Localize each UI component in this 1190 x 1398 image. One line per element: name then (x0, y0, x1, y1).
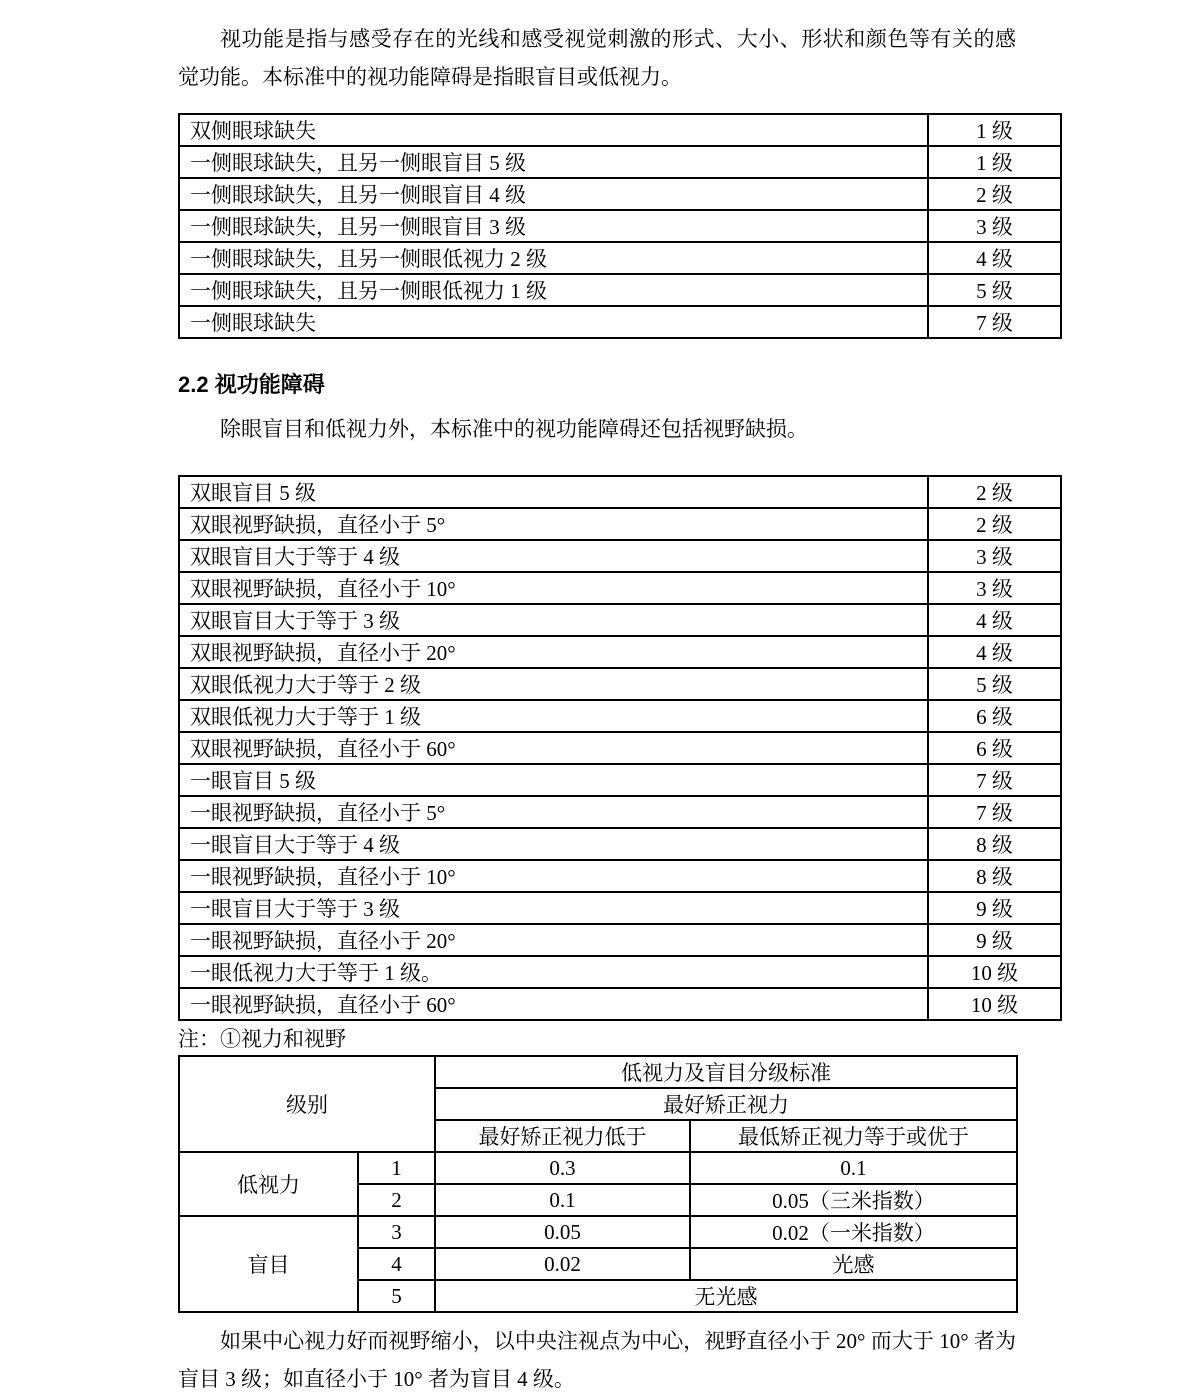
table-row (179, 828, 1061, 860)
condition-cell: 一眼盲目 5 级 (179, 764, 928, 796)
below-value-cell: 0.1 (435, 1184, 690, 1216)
table-row (179, 572, 1061, 604)
table-row (179, 178, 1061, 210)
below-value-cell: 0.05 (435, 1216, 690, 1248)
condition-cell: 一眼视野缺损，直径小于 60° (179, 988, 928, 1020)
condition-cell: 一侧眼球缺失，且另一侧眼低视力 2 级 (179, 242, 928, 274)
equal-or-better-value-cell: 0.1 (690, 1152, 1017, 1184)
below-value-cell: 0.3 (435, 1152, 690, 1184)
standard-title-cell: 低视力及盲目分级标准 (435, 1056, 1017, 1088)
table-row (179, 242, 1061, 274)
condition-cell: 双眼视野缺损，直径小于 60° (179, 732, 928, 764)
table-header-row (179, 1056, 1017, 1088)
closing-paragraph: 如果中心视力好而视野缩小，以中央注视点为中心，视野直径小于 20° 而大于 10° 者为盲目 3 级；如直径小于 10° 者为盲目 4 级。 (178, 1329, 1016, 1391)
level-number-cell: 2 (358, 1184, 435, 1216)
section-number: 2.2 (178, 372, 209, 397)
condition-cell: 双眼视野缺损，直径小于 20° (179, 636, 928, 668)
grade-cell: 6 级 (928, 700, 1061, 732)
grade-cell: 1 级 (928, 146, 1061, 178)
grade-cell: 3 级 (928, 210, 1061, 242)
grade-cell: 5 级 (928, 274, 1061, 306)
table-row (179, 764, 1061, 796)
condition-cell: 一眼盲目大于等于 4 级 (179, 828, 928, 860)
table-row (179, 306, 1061, 338)
section-paragraph: 除眼盲目和低视力外，本标准中的视功能障碍还包括视野缺损。 (220, 417, 808, 441)
full-span-value-cell: 无光感 (435, 1280, 1017, 1312)
section-title: 视功能障碍 (214, 372, 325, 397)
condition-cell: 一侧眼球缺失 (179, 306, 928, 338)
table-row (179, 700, 1061, 732)
table-row (179, 604, 1061, 636)
level-number-cell: 5 (358, 1280, 435, 1312)
grade-cell: 7 级 (928, 796, 1061, 828)
table-row (179, 924, 1061, 956)
grade-cell: 4 级 (928, 636, 1061, 668)
table-row (179, 1216, 1017, 1248)
grade-cell: 4 级 (928, 242, 1061, 274)
grade-cell: 10 级 (928, 956, 1061, 988)
condition-cell: 一侧眼球缺失，且另一侧眼盲目 5 级 (179, 146, 928, 178)
intro-paragraph: 视功能是指与感受存在的光线和感受视觉刺激的形式、大小、形状和颜色等有关的感觉功能。本标准中的视功能障碍是指眼盲目或低视力。 (178, 27, 1016, 89)
condition-cell: 一眼视野缺损，直径小于 20° (179, 924, 928, 956)
level-number-cell: 4 (358, 1248, 435, 1280)
condition-cell: 双眼低视力大于等于 2 级 (179, 668, 928, 700)
level-number-cell: 1 (358, 1152, 435, 1184)
grade-cell: 6 级 (928, 732, 1061, 764)
equal-or-better-header-cell: 最低矫正视力等于或优于 (690, 1120, 1017, 1152)
table-row (179, 274, 1061, 306)
grade-cell: 10 级 (928, 988, 1061, 1020)
table-row (179, 1152, 1017, 1184)
equal-or-better-value-cell: 0.05（三米指数） (690, 1184, 1017, 1216)
equal-or-better-value-cell: 光感 (690, 1248, 1017, 1280)
condition-cell: 双侧眼球缺失 (179, 114, 928, 146)
section-heading (178, 370, 1016, 400)
table-row (179, 636, 1061, 668)
grade-cell: 9 级 (928, 924, 1061, 956)
grade-cell: 8 级 (928, 860, 1061, 892)
table-row (179, 668, 1061, 700)
condition-cell: 双眼低视力大于等于 1 级 (179, 700, 928, 732)
table-row (179, 146, 1061, 178)
table-row (179, 508, 1061, 540)
group-label-cell: 低视力 (179, 1152, 358, 1216)
grade-cell: 3 级 (928, 572, 1061, 604)
below-value-cell: 0.02 (435, 1248, 690, 1280)
grade-cell: 5 级 (928, 668, 1061, 700)
condition-cell: 双眼盲目大于等于 4 级 (179, 540, 928, 572)
table-row (179, 988, 1061, 1020)
visual-function-grading-table (178, 475, 1062, 1021)
grade-cell: 3 级 (928, 540, 1061, 572)
table-row (179, 210, 1061, 242)
level-header-cell: 级别 (179, 1056, 435, 1152)
condition-cell: 一眼视野缺损，直径小于 5° (179, 796, 928, 828)
grade-cell: 4 级 (928, 604, 1061, 636)
level-number-cell: 3 (358, 1216, 435, 1248)
condition-cell: 一侧眼球缺失，且另一侧眼盲目 4 级 (179, 178, 928, 210)
grade-cell: 1 级 (928, 114, 1061, 146)
equal-or-better-value-cell: 0.02（一米指数） (690, 1216, 1017, 1248)
eyeball-loss-grading-table (178, 113, 1062, 339)
grade-cell: 2 级 (928, 508, 1061, 540)
table-row (179, 476, 1061, 508)
table-row (179, 540, 1061, 572)
table-row (179, 796, 1061, 828)
group-label-cell: 盲目 (179, 1216, 358, 1312)
grade-cell: 7 级 (928, 306, 1061, 338)
below-header-cell: 最好矫正视力低于 (435, 1120, 690, 1152)
condition-cell: 一侧眼球缺失，且另一侧眼盲目 3 级 (179, 210, 928, 242)
table-row (179, 956, 1061, 988)
grade-cell: 7 级 (928, 764, 1061, 796)
condition-cell: 一眼视野缺损，直径小于 10° (179, 860, 928, 892)
table-row (179, 860, 1061, 892)
footnote: 注：①视力和视野 (178, 1027, 346, 1051)
grade-cell: 8 级 (928, 828, 1061, 860)
condition-cell: 双眼盲目 5 级 (179, 476, 928, 508)
table-row (179, 732, 1061, 764)
table-row (179, 892, 1061, 924)
grade-cell: 2 级 (928, 178, 1061, 210)
condition-cell: 双眼视野缺损，直径小于 10° (179, 572, 928, 604)
condition-cell: 一眼盲目大于等于 3 级 (179, 892, 928, 924)
condition-cell: 双眼盲目大于等于 3 级 (179, 604, 928, 636)
condition-cell: 一眼低视力大于等于 1 级。 (179, 956, 928, 988)
grade-cell: 9 级 (928, 892, 1061, 924)
condition-cell: 一侧眼球缺失，且另一侧眼低视力 1 级 (179, 274, 928, 306)
grade-cell: 2 级 (928, 476, 1061, 508)
table-row (179, 114, 1061, 146)
vision-grading-standard-table (178, 1055, 1018, 1313)
corrected-vision-header-cell: 最好矫正视力 (435, 1088, 1017, 1120)
condition-cell: 双眼视野缺损，直径小于 5° (179, 508, 928, 540)
